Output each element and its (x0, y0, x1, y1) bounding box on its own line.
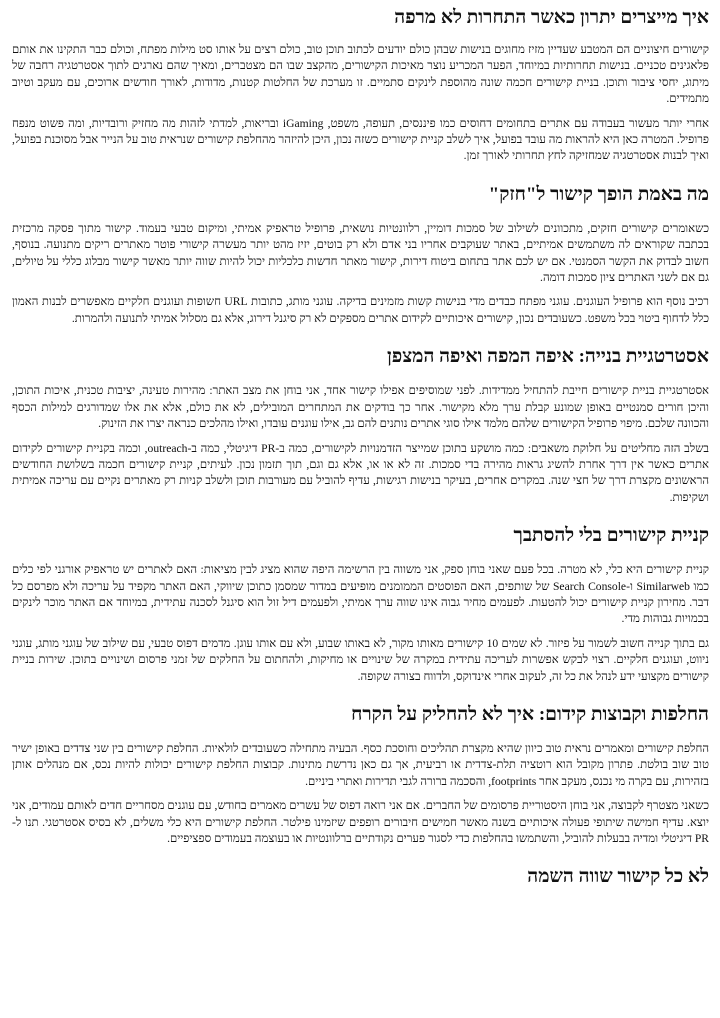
section-heading: לא כל קישור שווה השמה (527, 866, 709, 888)
section-strong-links (12, 183, 709, 327)
section-heading: מה באמת הופך קישור ל"חזק" (488, 183, 709, 205)
section-not-every-link (12, 865, 709, 889)
paragraph: בשלב הזה מחליטים על חלוקת משאבים: כמה מושקע בתוכן שמייצר הזדמנויות לקישורים, כמה ב-PR דיגיטלי, כמה ב-outreach, וכמה בקניית קישורים לקידום אתרים כאשר אין דרך אחרת להשיג גראות מהירה בדי סמכות. זה לא או או, אלא גם וגם, תוך תזמון נכון. לעיתים, קניית קישורים חכמה בשלושת החודשים הראשונים מקצרת דרך של חצי שנה. במקרים אחרים, בעיקר בנישות רגישות, עדיף להוביל עם מעורבות תוכן ולשלב קניות רק מאתרים נקיים עם עריכה אמיתית ושקיפות. (12, 441, 709, 504)
section-heading: החלפות וקבוצות קידום: איך לא להחליק על הקרח (351, 703, 709, 725)
paragraph: כשאומרים קישורים חזקים, מתכוונים לשילוב של סמכות דומיין, רלוונטיות נושאית, פרופיל טראפיק אמיתי, ומיקום טבעי בעמוד. קישור מתוך פסקה מרכזית בכתבה שקוראים לה משתמשים אמיתיים, באתר שעוקבים אחריו בני אדם ולא רק בוטים, יזיז מהט יותר מעשרה קישורי פוטר מאתרים ריקים מתנועה. בנוסף, חשוב לבדוק את הקשר הסמנטי. אם יש לכם אתר בתחום ביטוח דירות, קישור מאתר חדשות כלכליות יכול להיות שווה יותר מאשר קישור מבלוג כללי על טיולים, גם אם לשני האתרים ציון סמכות דומה. (12, 221, 709, 285)
section-exchanges (12, 703, 709, 847)
section-heading: איך מייצרים יתרון כאשר התחרות לא מרפה (394, 7, 709, 28)
paragraph: קישורים חיצוניים הם המטבע שעדיין מזיז מחוגים בנישות שבהן כולם יודעים לכתוב תוכן טוב, כולם רצים על אותו סט מילות מפתח, וכולם כבר התקינו את אותם פלאגינים טכניים. בנישות תחרותיות במיוחד, הפער המכריע נוצר מאיכות הקישורים, מהקצב שבו הם מצטברים, ומאיך שהם נארגים לתוך אסטרטגיה רחבה של מיתוג, יחסי ציבור ותוכן. בניית קישורים חכמה שונה מהוספת לינקים סתמיים. זו מערכת של החלטות קטנות, מדודות, לאורך חודשים ארוכים, עם מעקב וטיוב מתמידים. (12, 43, 709, 106)
section-strategy (12, 345, 709, 506)
paragraph: רכיב נוסף הוא פרופיל העוגנים. עוגני מפתח כבדים מדי בנישות קשות מזמינים בדיקה. עוגני מותג, כתובות URL חשופות ועוגנים חלקיים מאפשרים לבנות האמון כלל לדחוף ביטוי בכל משפט. כשעובדים נכון, קישורים איכותיים לקידום אתרים מספקים לא רק סיגנל דירוג, אלא גם מסלול אמיתי לתנועה ולהמרות. (12, 295, 709, 325)
section-intro (12, 6, 709, 165)
paragraph: החלפת קישורים ומאמרים נראית טוב כיוון שהיא מקצרת תהליכים וחוסכת כסף. הבעיה מתחילה כשעובדים לולאיות. החלפת קישורים בין שני צדדים באופן ישיר טוב שוב בולטת. פתרון מקובל הוא רוטציה תלת-צדדית או רביעית, אך גם כאן נדרשת מתינות. קבוצות החלפת קישורים יכולות להיות נכס, אם מנהלים אותן בזהירות, עם בקרה מי נכנס, מעקב אחר footprints, והסכמה ברורה לגבי תדירות ואתרי ביניים. (12, 741, 709, 788)
paragraph: אחרי יותר מעשור בעבודה עם אתרים בתחומים דחוסים כמו פיננסים, תעופה, משפט, iGaming ובריאות, למדתי לזהות מה מחזיק ורובדיות, ומה פשוט מנפח פרופיל. המטרה כאן היא להראות מה עובד בפועל, איך לשלב קניית קישורים כשזה נכון, היכן להיזהר מהחלפת קישורים שנראית טוב על הנייר אבל מסוכנת בפועל, ואיך לבנות אסטרטגיה שמחזיקה לחץ תחרותי לאורך זמן. (12, 116, 710, 163)
paragraph: אסטרטגיית בניית קישורים חייבת להתחיל ממדידות. לפני שמוסיפים אפילו קישור אחד, אני בוחן את מצב האתר: מהירות טעינה, יציבות טכנית, איכות התוכן, והיכן חורים סמנטיים באופן שמונע קבלת ערך מלא מקישור. אחר כך בודקים את המתחרים המובילים, לא את כולם, אלא את אלו שמדורגים למילות הכסף והכוונה שלכם. מיפוי פרופיל הקישורים שלהם מלמד אילו סוגי אתרים נותנים להם גב, אילו עוגנים עובדו, ואילו מהלכים כנראה יצרו את הזינוק. (12, 384, 709, 431)
paragraph: גם בתוך קנייה חשוב לשמור על פיזור. לא שמים 10 קישורים מאותו מקור, לא באותו שבוע, ולא עם אותו עוגן. מדמים דפוס טבעי, עם שילוב של עוגני מותג, עוגני ניווט, ועוגנים חלקיים. רצוי לבקש אפשרות לעריכה עתידית במקרה של שינויים או מחיקות, ולהחתום על החלקים של זמני פרסום ושינויים בתוכן. שירות בניית קישורים מקצועי ידע לנהל את כל זה, לעקוב אחרי אינדוקס, ולדווח בצורה שקופה. (12, 636, 710, 683)
paragraph: קניית קישורים היא כלי, לא מטרה. בכל פעם שאני בוחן ספק, אני משווה בין הרשימה היפה שהוא מציג לבין מציאות: האם לאתרים יש טראפיק אורגני לפי כלים כמו Similarweb ו-Search Console של שותפים, האם הפוסטים הממומנים מופיעים במדור שמסמן כתוכן שיווקי, האם האתר מקפיד על עריכה ולא מפרסם כל דבר. מחירון קניית קישורים יכול להטעות. לפעמים מחיר גבוה אינו שווה ערך אמיתי, ולפעמים דיל זול הוא סיגנל לסכנה עתידית, במיוחד אם האתר מוכר לינקים בכמויות גבוהות מדי. (12, 563, 709, 626)
paragraph: כשאני מצטרף לקבוצה, אני בוחן היסטוריית פרסומים של החברים. אם אני רואה דפוס של עשרים מאמרים בחודש, עם עוגנים מסחריים חדים לאותם עמודים, אני יוצא. עדיף חמישה שיתופי פעולה איכותיים בשנה מאשר חמישים חיבורים רופפים שיזמינו פילטר. החלפת קישורים היא כלי משלים, לא בסיס אסטרטגי. תנו ל-PR דיגיטלי ומדיה בבעלות להוביל, והשתמשו בהחלפות כדי לסגור פערים נקודתיים ברלוונטיות או בעוצמה בעמודים ספציפיים. (12, 799, 709, 845)
section-buying-links (12, 524, 709, 685)
section-heading: קניית קישורים בלי להסתבך (513, 525, 709, 547)
section-heading: אסטרטגיית בנייה: איפה המפה ואיפה המצפן (387, 346, 709, 368)
